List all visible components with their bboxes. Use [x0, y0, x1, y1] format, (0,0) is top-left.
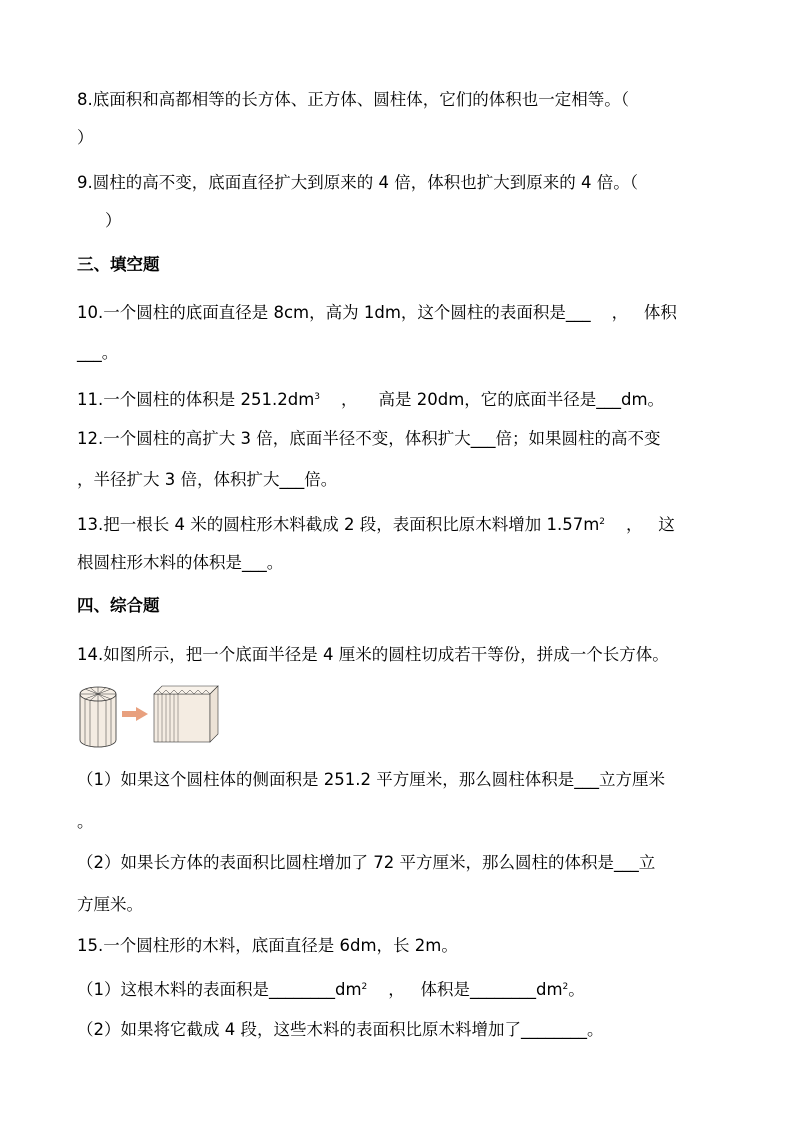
question-15-part1-text: （1）这根木料的表面积是________dm: [77, 980, 362, 999]
question-10-line2: ___。: [77, 343, 119, 362]
question-10-line1: 10.一个圆柱的底面直径是 8cm，高为 1dm，这个圆柱的表面积是___ ， 体积: [77, 303, 677, 322]
superscript-2: 2: [599, 517, 606, 527]
question-11-tail: ， 高是 20dm，它的底面半径是___dm。: [320, 390, 665, 409]
question-14-part1-line2: 。: [77, 812, 94, 831]
cylinder-icon: [80, 687, 116, 747]
question-14-part2-line1: （2）如果长方体的表面积比圆柱增加了 72 平方厘米，那么圆柱的体积是___立: [77, 853, 656, 872]
question-13-line2: 根圆柱形木料的体积是___。: [77, 553, 284, 572]
section-3-heading: 三、填空题: [77, 255, 160, 274]
question-11-text: 11.一个圆柱的体积是 251.2dm: [77, 390, 315, 409]
superscript-2a: 2: [361, 982, 368, 992]
arrow-right-icon: [122, 707, 148, 721]
question-8-line2: ）: [77, 128, 94, 147]
question-8-line1: 8.底面积和高都相等的长方体、正方体、圆柱体，它们的体积也一定相等。（: [77, 90, 629, 109]
question-12-line1: 12.一个圆柱的高扩大 3 倍，底面半径不变，体积扩大___倍；如果圆柱的高不变: [77, 429, 661, 448]
cylinder-to-box-figure: [78, 680, 224, 750]
question-15-part1: [77, 977, 585, 1000]
question-12-line2: ，半径扩大 3 倍，体积扩大___倍。: [77, 470, 338, 489]
question-15-part2: （2）如果将它截成 4 段，这些木料的表面积比原木料增加了________。: [77, 1020, 604, 1039]
question-15-part1-end: 。: [568, 980, 585, 999]
question-15-part1-mid: ， 体积是________dm: [367, 980, 563, 999]
question-13-tail: ， 这: [605, 515, 675, 534]
question-9-line2: ）: [105, 211, 122, 230]
question-14-part2-line2: 方厘米。: [77, 895, 143, 914]
question-13-text: 13.把一根长 4 米的圆柱形木料截成 2 段，表面积比原木料增加 1.57m: [77, 515, 600, 534]
question-15: 15.一个圆柱形的木料，底面直径是 6dm，长 2m。: [77, 936, 458, 955]
question-13-line1: [77, 512, 675, 535]
question-14-part1-line1: （1）如果这个圆柱体的侧面积是 251.2 平方厘米，那么圆柱体积是___立方厘米: [77, 770, 665, 789]
superscript-2b: 2: [562, 982, 569, 992]
rectangular-box-icon: [154, 686, 218, 742]
question-11: [77, 387, 664, 410]
superscript-3: 3: [314, 392, 321, 402]
question-9-line1: 9.圆柱的高不变，底面直径扩大到原来的 4 倍，体积也扩大到原来的 4 倍。（: [77, 173, 638, 192]
section-4-heading: 四、综合题: [77, 596, 160, 615]
question-14: 14.如图所示，把一个底面半径是 4 厘米的圆柱切成若干等份，拼成一个长方体。: [77, 645, 669, 664]
